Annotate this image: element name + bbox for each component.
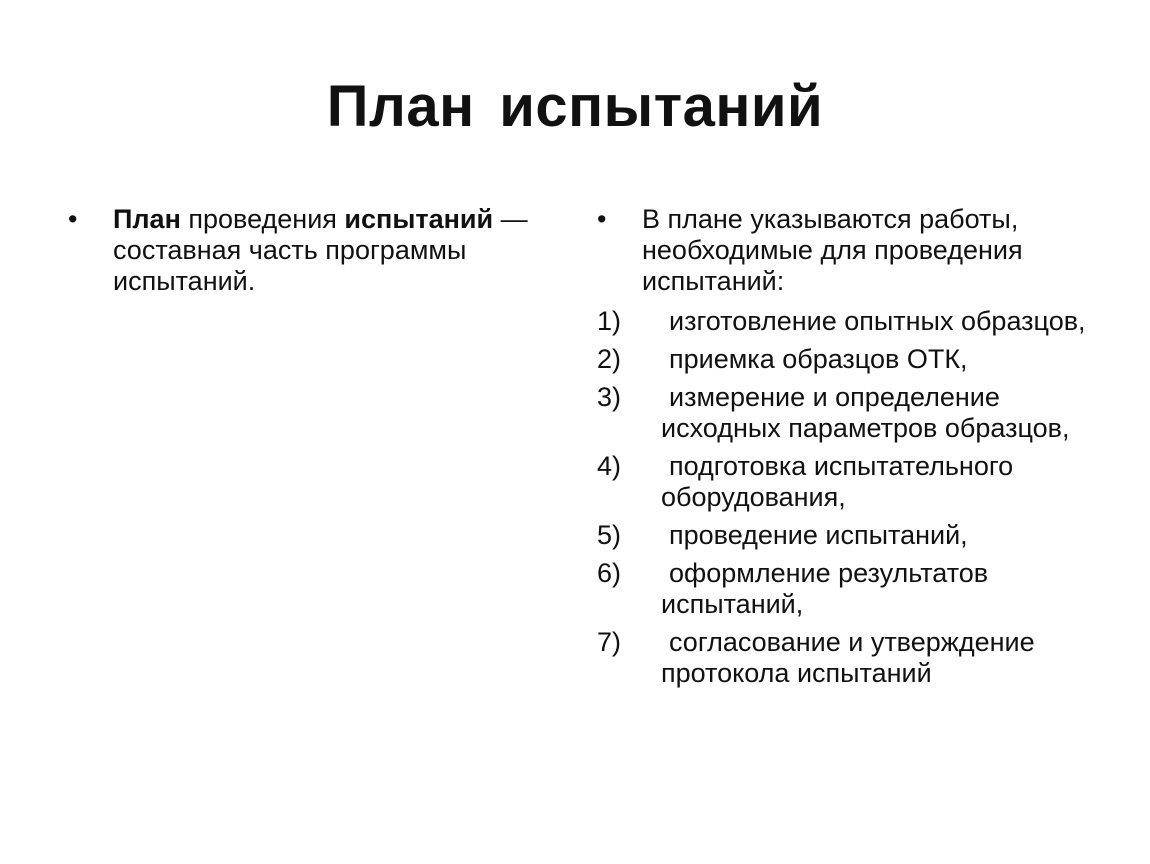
- list-item-number: 2): [597, 344, 622, 374]
- list-item-text: подготовка испытательного оборудования,: [661, 451, 1014, 512]
- list-item-number: 3): [597, 382, 622, 412]
- intro-text: В плане указываются работы, необходимые для проведения испытаний:: [642, 204, 1023, 296]
- list-item-text: приемка образцов ОТК,: [669, 344, 968, 374]
- definition-part-1: проведения: [180, 204, 345, 234]
- list-item: [597, 520, 1097, 551]
- list-item: [597, 344, 1097, 375]
- bullet-icon: •: [597, 204, 607, 234]
- list-item-number: 4): [597, 451, 622, 481]
- term-plan: План: [113, 204, 181, 234]
- list-item: [597, 558, 1097, 620]
- list-item-text: проведение испытаний,: [669, 520, 968, 550]
- intro-bullet: [597, 204, 1097, 297]
- work-list: [597, 306, 1097, 689]
- list-item-number: 1): [597, 306, 622, 336]
- list-item-number: 5): [597, 520, 622, 550]
- slide-title: План испытаний: [326, 74, 824, 139]
- term-tests: испытаний: [344, 204, 494, 234]
- list-item: [597, 306, 1097, 337]
- definition-bullet: [68, 204, 538, 297]
- list-item-text: согласование и утверждение протокола испытаний: [661, 627, 1035, 688]
- list-item: [597, 627, 1097, 689]
- list-item: [597, 382, 1097, 444]
- definition-part-2: — составная часть программы испытаний.: [113, 204, 528, 296]
- list-item-text: оформление результатов испытаний,: [661, 558, 989, 619]
- list-item-text: измерение и определение исходных параметров образцов,: [661, 382, 1070, 443]
- right-column: [597, 204, 1097, 696]
- definition-text: [113, 204, 528, 296]
- list-item: [597, 451, 1097, 513]
- left-column: [68, 204, 538, 297]
- list-item-number: 7): [597, 627, 622, 657]
- list-item-number: 6): [597, 558, 622, 588]
- list-item-text: изготовление опытных образцов,: [669, 306, 1086, 336]
- bullet-icon: •: [68, 204, 78, 234]
